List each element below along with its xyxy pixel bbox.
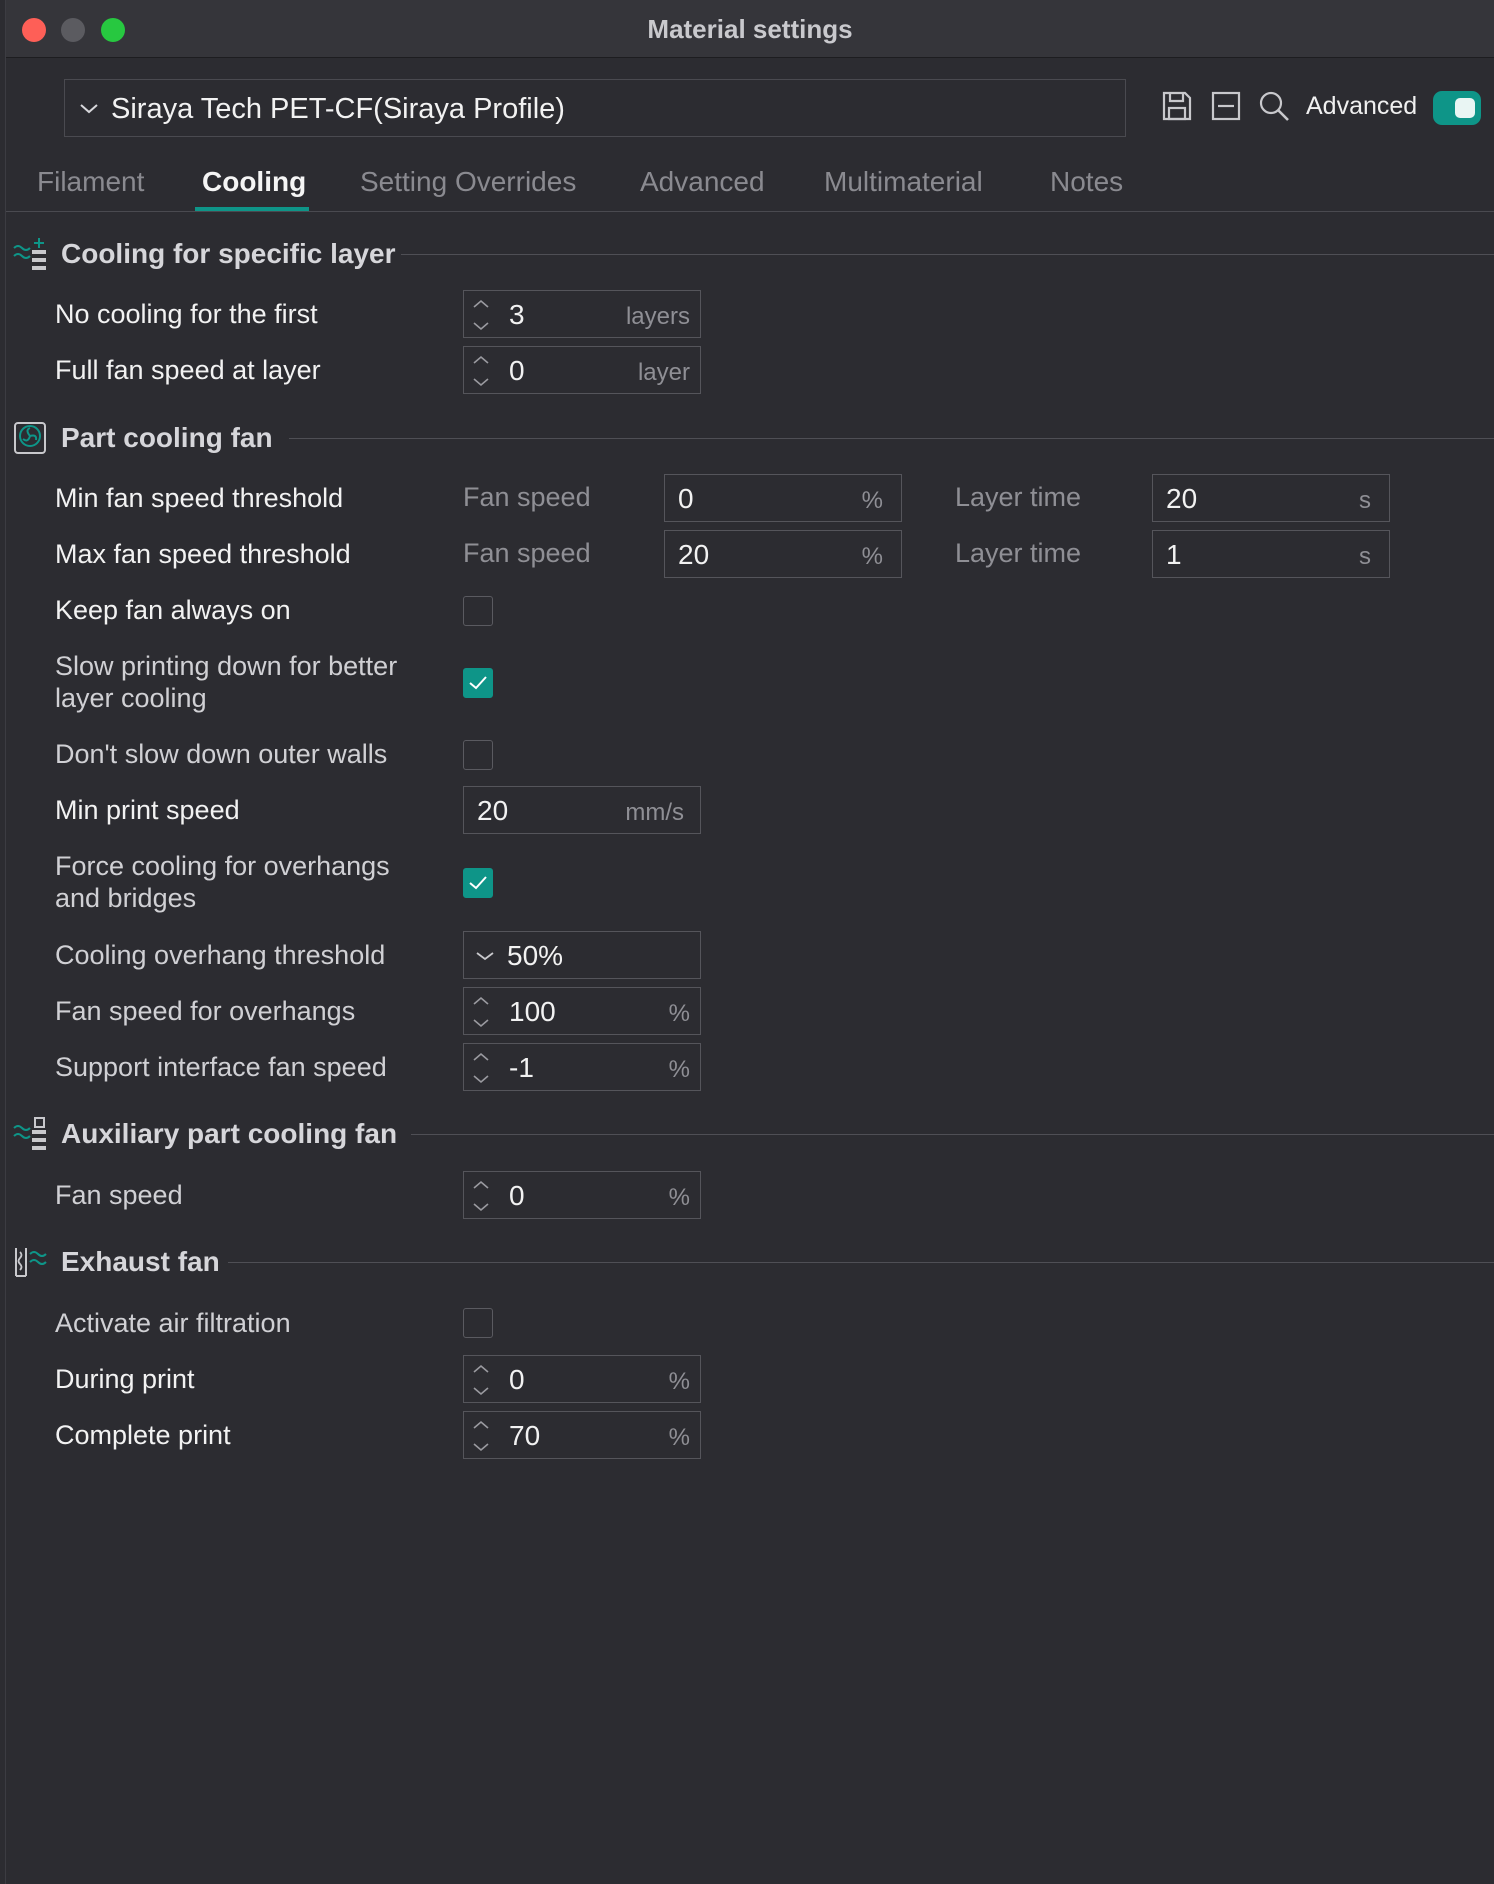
support-interface-label: Support interface fan speed bbox=[55, 1052, 387, 1082]
dont-slow-outer-label: Don't slow down outer walls bbox=[55, 739, 388, 769]
chevron-down-icon bbox=[79, 100, 99, 116]
fan-icon bbox=[12, 420, 48, 456]
material-settings-window bbox=[5, 0, 1494, 1884]
min-print-speed-input[interactable] bbox=[463, 786, 701, 834]
checkmark-icon bbox=[467, 673, 489, 693]
min-threshold-layer-time-input[interactable] bbox=[1152, 474, 1390, 522]
field-unit: s bbox=[1359, 543, 1371, 570]
field-value: 70 bbox=[509, 1420, 541, 1451]
checkmark-icon bbox=[467, 873, 489, 893]
keep-fan-on-checkbox[interactable] bbox=[463, 596, 493, 626]
field-value: 0 bbox=[509, 1180, 525, 1211]
max-fan-threshold-label: Max fan speed threshold bbox=[55, 539, 351, 569]
aux-fan-speed-label: Fan speed bbox=[55, 1180, 183, 1210]
toggle-knob bbox=[1455, 98, 1475, 118]
field-unit: % bbox=[668, 1000, 690, 1027]
section-divider bbox=[401, 254, 1494, 255]
spinner-icon[interactable] bbox=[470, 1418, 492, 1454]
section-title: Auxiliary part cooling fan bbox=[61, 1118, 398, 1149]
section-exhaust-fan bbox=[6, 1240, 1494, 1284]
field-unit: mm/s bbox=[625, 799, 684, 826]
section-divider bbox=[228, 1262, 1494, 1263]
field-unit: % bbox=[861, 487, 883, 514]
tab-bar bbox=[6, 160, 1494, 212]
preset-dropdown[interactable] bbox=[64, 79, 1126, 137]
field-value: 0 bbox=[678, 483, 694, 514]
support-interface-fan-input[interactable] bbox=[463, 1043, 701, 1091]
fan-speed-overhangs-label: Fan speed for overhangs bbox=[55, 996, 356, 1026]
field-value: 1 bbox=[1166, 539, 1182, 570]
label-line: and bridges bbox=[55, 883, 197, 913]
field-value: 0 bbox=[509, 355, 525, 386]
overhang-threshold-label: Cooling overhang threshold bbox=[55, 940, 386, 970]
min-print-speed-label: Min print speed bbox=[55, 795, 240, 825]
air-filtration-label: Activate air filtration bbox=[55, 1308, 291, 1338]
auxiliary-fan-icon bbox=[12, 1116, 48, 1152]
field-value: 50% bbox=[507, 940, 564, 971]
full-fan-speed-label: Full fan speed at layer bbox=[55, 355, 321, 385]
dont-slow-outer-checkbox[interactable] bbox=[463, 740, 493, 770]
spinner-icon[interactable] bbox=[470, 1178, 492, 1214]
spinner-icon[interactable] bbox=[470, 994, 492, 1030]
min-threshold-fan-speed-input[interactable] bbox=[664, 474, 902, 522]
slow-printing-checkbox[interactable] bbox=[463, 668, 493, 698]
field-unit: s bbox=[1359, 487, 1371, 514]
field-value: 0 bbox=[509, 1364, 525, 1395]
field-value: 3 bbox=[509, 299, 525, 330]
window-title: Material settings bbox=[647, 14, 853, 44]
save-icon[interactable] bbox=[1159, 88, 1195, 124]
preset-name: Siraya Tech PET-CF(Siraya Profile) bbox=[111, 93, 565, 125]
max-threshold-layer-time-input[interactable] bbox=[1152, 530, 1390, 578]
during-print-input[interactable] bbox=[463, 1355, 701, 1403]
overhang-threshold-dropdown[interactable] bbox=[463, 931, 701, 979]
no-cooling-label: No cooling for the first bbox=[55, 299, 318, 329]
fan-speed-overhangs-input[interactable] bbox=[463, 987, 701, 1035]
advanced-label: Advanced bbox=[1306, 92, 1418, 120]
delete-preset-icon[interactable] bbox=[1208, 88, 1244, 124]
label-line: Force cooling for overhangs bbox=[55, 851, 390, 881]
aux-fan-speed-input[interactable] bbox=[463, 1171, 701, 1219]
complete-print-input[interactable] bbox=[463, 1411, 701, 1459]
label-line: Slow printing down for better bbox=[55, 651, 398, 681]
field-unit: % bbox=[668, 1424, 690, 1451]
spinner-icon[interactable] bbox=[470, 1362, 492, 1398]
label-line: layer cooling bbox=[55, 683, 207, 713]
field-unit: layers bbox=[625, 303, 690, 330]
section-title: Cooling for specific layer bbox=[61, 238, 396, 269]
max-threshold-fan-speed-input[interactable] bbox=[664, 530, 902, 578]
cooling-layer-icon bbox=[12, 236, 48, 272]
exhaust-fan-icon bbox=[12, 1244, 48, 1280]
field-unit: % bbox=[668, 1368, 690, 1395]
field-unit: layer bbox=[637, 359, 690, 386]
complete-print-label: Complete print bbox=[55, 1420, 231, 1450]
active-tab-indicator bbox=[195, 207, 309, 211]
section-divider bbox=[411, 1134, 1494, 1135]
field-unit: % bbox=[668, 1056, 690, 1083]
force-cooling-checkbox[interactable] bbox=[463, 868, 493, 898]
spinner-icon[interactable] bbox=[470, 353, 492, 389]
title-bar bbox=[6, 0, 1494, 58]
spinner-icon[interactable] bbox=[470, 297, 492, 333]
force-cooling-label bbox=[55, 850, 390, 914]
search-icon[interactable] bbox=[1256, 88, 1292, 124]
section-title: Exhaust fan bbox=[61, 1246, 220, 1277]
section-cooling-specific-layer bbox=[6, 232, 1494, 276]
tab-setting-overrides[interactable]: Setting Overrides bbox=[360, 166, 577, 197]
tab-cooling[interactable]: Cooling bbox=[202, 166, 307, 197]
no-cooling-layers-input[interactable] bbox=[463, 290, 701, 338]
section-divider bbox=[289, 438, 1494, 439]
tab-notes[interactable]: Notes bbox=[1050, 166, 1124, 197]
min-fan-threshold-label: Min fan speed threshold bbox=[55, 483, 344, 513]
layer-time-sublabel: Layer time bbox=[955, 482, 1082, 512]
spinner-icon[interactable] bbox=[470, 1050, 492, 1086]
during-print-label: During print bbox=[55, 1364, 195, 1394]
field-value: 100 bbox=[509, 996, 556, 1027]
tab-filament[interactable]: Filament bbox=[37, 166, 145, 197]
air-filtration-checkbox[interactable] bbox=[463, 1308, 493, 1338]
full-fan-speed-layer-input[interactable] bbox=[463, 346, 701, 394]
chevron-down-icon bbox=[474, 948, 496, 964]
field-value: -1 bbox=[509, 1052, 534, 1083]
field-value: 20 bbox=[678, 539, 710, 570]
keep-fan-on-label: Keep fan always on bbox=[55, 595, 291, 625]
section-part-cooling-fan bbox=[6, 416, 1494, 460]
section-auxiliary-fan bbox=[6, 1112, 1494, 1156]
field-value: 20 bbox=[477, 795, 509, 826]
tab-advanced[interactable]: Advanced bbox=[640, 166, 765, 197]
layer-time-sublabel: Layer time bbox=[955, 538, 1082, 568]
field-value: 20 bbox=[1166, 483, 1198, 514]
slow-printing-label bbox=[55, 650, 397, 714]
advanced-toggle[interactable] bbox=[1433, 91, 1481, 125]
field-unit: % bbox=[668, 1184, 690, 1211]
tab-multimaterial[interactable]: Multimaterial bbox=[824, 166, 983, 197]
fan-speed-sublabel: Fan speed bbox=[463, 538, 591, 568]
section-title: Part cooling fan bbox=[61, 422, 273, 453]
field-unit: % bbox=[861, 543, 883, 570]
fan-speed-sublabel: Fan speed bbox=[463, 482, 591, 512]
